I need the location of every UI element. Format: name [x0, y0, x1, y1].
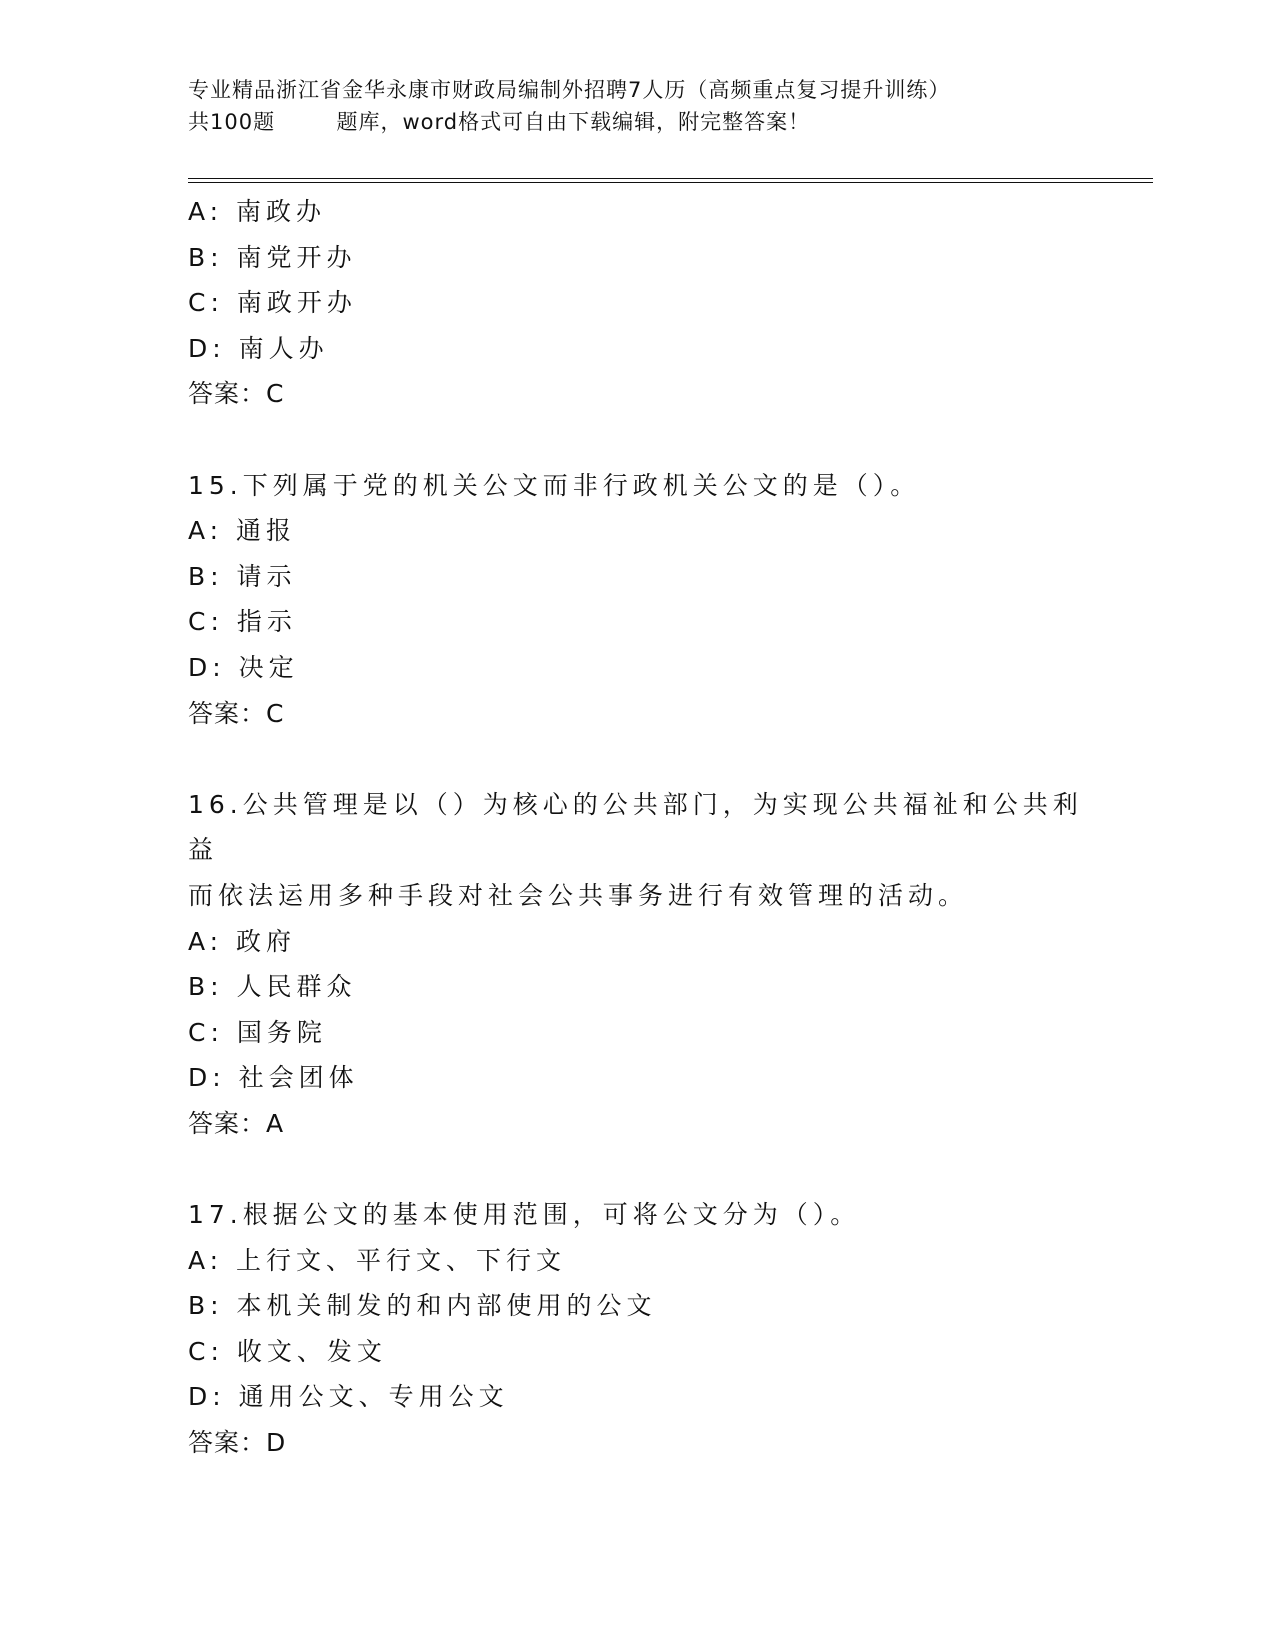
option-a [188, 189, 1108, 235]
option-b [188, 554, 1108, 600]
header-rule-top [188, 178, 1153, 179]
option-label: C: [188, 1017, 224, 1047]
option-text: 南政办 [236, 197, 327, 226]
answer-line: 答案：C [188, 698, 285, 728]
option-text: 指示 [236, 607, 297, 637]
option-text: 人民群众 [236, 972, 357, 1002]
option-text: 国务院 [236, 1017, 327, 1047]
option-label: D: [188, 1382, 226, 1412]
answer-line: 答案：D [188, 1428, 287, 1458]
spacer [188, 736, 1108, 782]
option-d [188, 645, 1108, 691]
option-label: B: [188, 561, 224, 591]
option-label: C: [188, 288, 224, 318]
option-d [188, 1374, 1108, 1420]
question-block [188, 463, 1108, 737]
option-text: 南人办 [238, 333, 329, 363]
option-text: 请示 [236, 561, 297, 591]
option-b [188, 1283, 1108, 1329]
option-label: A: [188, 197, 224, 226]
option-label: B: [188, 1291, 224, 1321]
option-d [188, 326, 1108, 372]
option-label: A: [188, 516, 224, 546]
document-header [188, 74, 1148, 138]
question-block [188, 1192, 1108, 1466]
option-a [188, 1238, 1108, 1284]
spacer [188, 1146, 1108, 1192]
option-label: C: [188, 607, 224, 637]
question-stem-continued: 而依法运用多种手段对社会公共事务进行有效管理的活动。 [188, 880, 969, 910]
option-text: 决定 [238, 652, 299, 682]
option-label: D: [188, 333, 226, 363]
option-text: 南党开办 [236, 242, 357, 272]
answer-line: 答案：A [188, 1108, 285, 1138]
option-label: D: [188, 1063, 226, 1093]
question-block [188, 782, 1108, 1147]
option-text: 通用公文、专用公文 [238, 1382, 509, 1412]
option-text: 通报 [236, 516, 297, 546]
option-c [188, 1329, 1108, 1375]
option-text: 收文、发文 [236, 1336, 387, 1366]
question-block [188, 189, 1108, 417]
question-stem: 16.公共管理是以（）为核心的公共部门，为实现公共福祉和公共利益 [188, 789, 1083, 865]
header-rule-bottom [188, 182, 1153, 183]
spacer [188, 417, 1108, 463]
option-label: B: [188, 242, 224, 272]
option-text: 社会团体 [238, 1063, 359, 1093]
option-label: A: [188, 926, 224, 956]
option-b [188, 964, 1108, 1010]
document-body [188, 189, 1108, 1466]
option-a [188, 919, 1108, 965]
option-text: 政府 [236, 926, 297, 956]
option-label: C: [188, 1336, 224, 1366]
option-c [188, 1010, 1108, 1056]
header-subtitle-line: 共100题 题库，word格式可自由下载编辑，附完整答案！ [188, 110, 811, 134]
question-stem: 15.下列属于党的机关公文而非行政机关公文的是（）。 [188, 470, 921, 500]
option-c [188, 280, 1108, 326]
option-d [188, 1055, 1108, 1101]
option-text: 南政开办 [236, 288, 357, 318]
answer-line: 答案：C [188, 379, 285, 409]
question-stem: 17.根据公文的基本使用范围，可将公文分为（）。 [188, 1200, 861, 1230]
option-label: A: [188, 1245, 224, 1275]
option-b [188, 235, 1108, 281]
option-text: 本机关制发的和内部使用的公文 [236, 1291, 657, 1321]
option-a [188, 508, 1108, 554]
header-title-line: 专业精品浙江省金华永康市财政局编制外招聘7人历（高频重点复习提升训练） [188, 78, 951, 102]
option-label: B: [188, 972, 224, 1002]
option-label: D: [188, 652, 226, 682]
option-c [188, 599, 1108, 645]
option-text: 上行文、平行文、下行文 [236, 1245, 567, 1275]
